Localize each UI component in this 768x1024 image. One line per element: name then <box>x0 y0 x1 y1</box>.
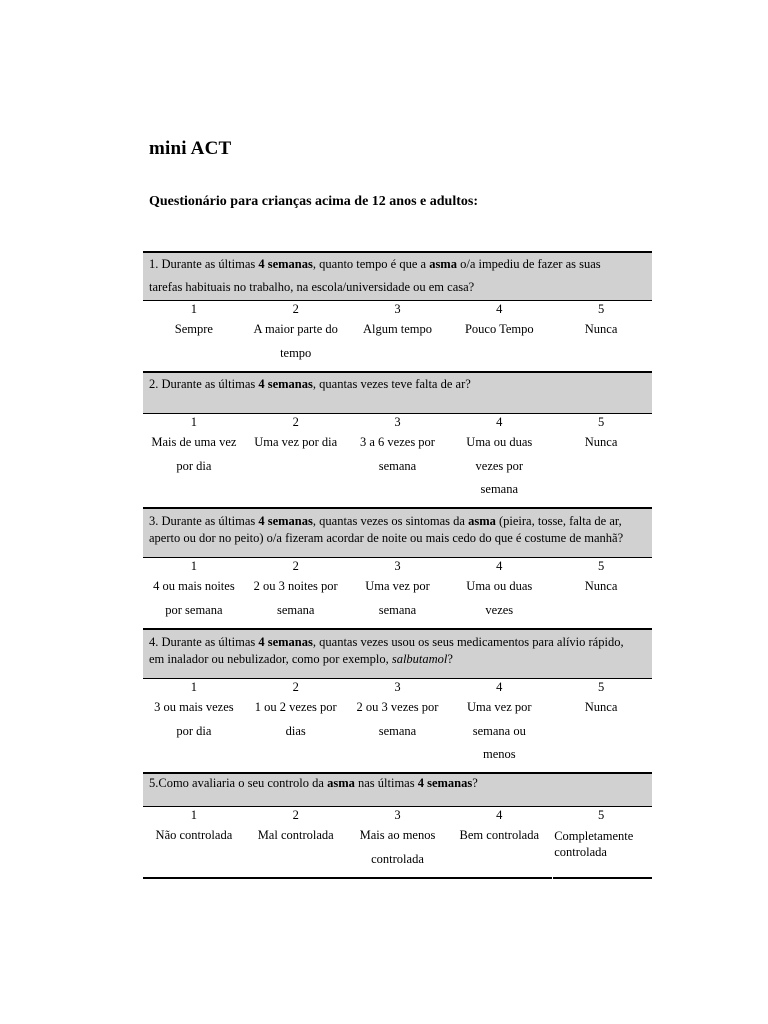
answer-option: Mais ao menos controlada <box>359 828 436 866</box>
answer-option: Uma ou duas vezes por semana <box>466 435 533 496</box>
answer-numbers <box>143 807 652 824</box>
answer-number: 1 <box>190 680 198 694</box>
answer-option: Não controlada <box>155 828 233 842</box>
answer-number: 4 <box>496 680 503 694</box>
answer-options <box>143 431 652 507</box>
answer-option: Nunca <box>584 700 618 714</box>
answer-number: 4 <box>496 415 503 429</box>
answer-number: 2 <box>292 559 299 573</box>
answer-number: 3 <box>394 302 401 316</box>
answer-numbers <box>143 558 652 575</box>
answer-number: 4 <box>496 302 503 316</box>
answer-number: 1 <box>190 302 198 316</box>
answer-option: 2 ou 3 vezes por semana <box>356 700 439 738</box>
answer-option: Nunca <box>584 435 618 449</box>
answer-option: A maior parte do tempo <box>253 322 338 360</box>
answer-number: 5 <box>597 302 605 316</box>
answer-number: 5 <box>597 415 605 429</box>
answer-option: Pouco Tempo <box>464 322 534 336</box>
answer-number: 5 <box>597 808 605 822</box>
answer-option: 3 a 6 vezes por semana <box>360 435 435 473</box>
answer-number: 1 <box>190 808 198 822</box>
answer-number: 1 <box>190 559 198 573</box>
answer-number: 3 <box>394 808 401 822</box>
answer-option: Completamente controlada <box>554 829 634 859</box>
answer-options <box>143 696 652 772</box>
answer-option: 2 ou 3 noites por semana <box>253 579 338 617</box>
question-4: 4. Durante as últimas 4 semanas, quantas vezes usou os seus medicamentos para alívio rápido, em inalador ou nebulizador, como por exemplo, salbutamol? <box>143 628 652 679</box>
answer-number: 3 <box>394 415 401 429</box>
answer-numbers <box>143 679 652 696</box>
answer-option: Mais de uma vez por dia <box>151 435 237 473</box>
answer-number: 1 <box>190 415 198 429</box>
answer-number: 2 <box>292 680 299 694</box>
answer-option: 1 ou 2 vezes por dias <box>254 700 337 738</box>
answer-numbers <box>143 301 652 318</box>
answer-number: 5 <box>597 680 605 694</box>
answer-number: 4 <box>496 808 503 822</box>
page-title: mini ACT <box>149 138 232 159</box>
answer-numbers <box>143 414 652 431</box>
answer-option: Uma ou duas vezes <box>466 579 533 617</box>
answer-number: 3 <box>394 680 401 694</box>
table-bottom-rule <box>143 877 652 879</box>
answer-number: 2 <box>292 415 299 429</box>
answer-option: Uma vez por semana <box>365 579 430 617</box>
questionnaire-table <box>143 251 652 879</box>
answer-option: Sempre <box>174 322 213 336</box>
answer-number: 2 <box>292 302 299 316</box>
answer-option: Nunca <box>584 579 618 593</box>
answer-option: 3 ou mais vezes por dia <box>154 700 234 738</box>
question-2: 2. Durante as últimas 4 semanas, quantas vezes teve falta de ar? <box>143 371 652 414</box>
answer-options <box>143 575 652 628</box>
answer-option: Algum tempo <box>362 322 433 336</box>
subtitle: Questionário para crianças acima de 12 anos e adultos: <box>149 194 478 209</box>
question-5: 5.Como avaliaria o seu controlo da asma nas últimas 4 semanas? <box>143 772 652 807</box>
answer-number: 2 <box>292 808 299 822</box>
answer-option: Mal controlada <box>257 828 334 842</box>
answer-option: 4 ou mais noites por semana <box>153 579 235 617</box>
answer-number: 3 <box>394 559 401 573</box>
answer-option: Nunca <box>584 322 618 336</box>
question-3: 3. Durante as últimas 4 semanas, quantas vezes os sintomas da asma (pieira, tosse, falta de ar, aperto ou dor no peito) o/a fizeram acordar de noite ou mais cedo do que é costume de manhã? <box>143 507 652 558</box>
answer-number: 5 <box>597 559 605 573</box>
answer-option: Uma vez por semana ou menos <box>467 700 532 761</box>
answer-options <box>143 318 652 371</box>
answer-number: 4 <box>496 559 503 573</box>
answer-option: Bem controlada <box>459 828 540 842</box>
question-1: 1. Durante as últimas 4 semanas, quanto tempo é que a asma o/a impediu de fazer as suas tarefas habituais no trabalho, na escola/universidade ou em casa? <box>143 251 652 301</box>
answer-options <box>143 824 652 877</box>
answer-option: Uma vez por dia <box>254 435 338 449</box>
